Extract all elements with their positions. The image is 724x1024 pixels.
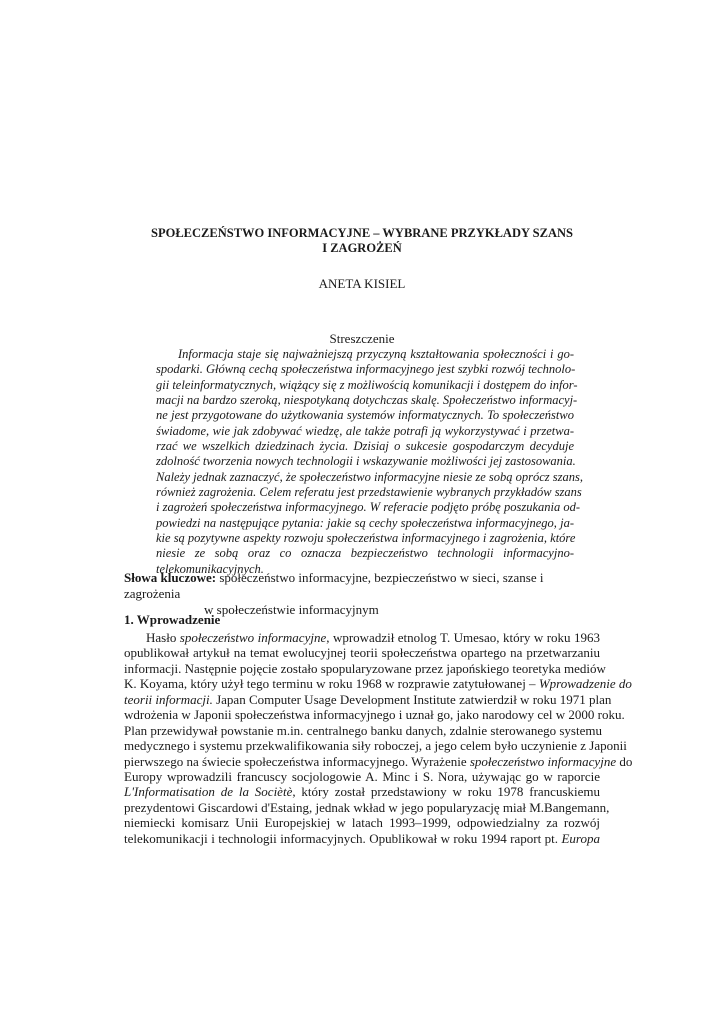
italic-run: Europa: [561, 830, 600, 846]
abstract-line: Informacja staje się najważniejszą przyczyną kształtowania społeczności i go-: [178, 347, 574, 361]
body-line: [124, 753, 633, 769]
text-run: K. Koyama, który użył tego terminu w roku 1968 w rozprawie zatytułowanej –: [124, 676, 539, 692]
body-line: [124, 831, 600, 846]
section-body: [124, 630, 633, 846]
abstract-line: świadome, wie jak zdobywać wiedzę, ale także potrafi ją wykorzystywać i przetwa-: [156, 423, 574, 438]
body-line: medycznego i systemu przekwalifikowania siły roboczej, a jego celem było uczynienie z Japonii: [124, 738, 627, 754]
keywords-line-2: w społeczeństwie informacyjnym: [204, 602, 379, 617]
abstract-line: telekomunikacyjnych.: [156, 561, 264, 576]
text-run: telekomunikacji i technologii informacyjnych. Opublikował w roku 1994 raport pt.: [124, 830, 562, 846]
keywords-block: [124, 570, 600, 618]
abstract-line: spodarki. Główną cechą społeczeństwa informacyjnego jest szybki rozwój technolo-: [156, 362, 576, 377]
text-run: pierwszego na świecie społeczeństwa informacyjnego. Wyrażenie: [124, 753, 470, 769]
abstract-line: kie są pozytywne aspekty rozwoju społeczeństwa informacyjnego i zagrożenia, które: [156, 531, 576, 546]
paper-title-line-1: SPOŁECZEŃSTWO INFORMACYJNE – WYBRANE PRZYKŁADY SZANS: [151, 226, 573, 240]
abstract-line: niesie ze sobą oraz co oznacza bezpieczeństwo technologii informacyjno-: [156, 546, 574, 561]
body-line: [124, 784, 600, 799]
italic-run: Wprowadzenie do: [538, 676, 632, 692]
italic-run: społeczeństwo informacyjne: [469, 753, 617, 769]
italic-run: L'Informatisation de la Sociètè: [124, 784, 293, 800]
keywords-line-1: społeczeństwo informacyjne, bezpieczeństwo w sieci, szanse i zagrożenia: [124, 570, 544, 601]
keywords-label: Słowa kluczowe:: [124, 570, 217, 585]
abstract-line: gii teleinformatycznych, wiążący się z możliwością komunikacji i dostępem do infor-: [156, 377, 578, 392]
body-line: opublikował artykuł na temat ewolucyjnej teorii społeczeństwa opartego na przetwarzaniu: [124, 645, 600, 661]
abstract-line: macji na bardzo szeroką, niespotykaną dotychczas skalę. Społeczeństwo informacyj-: [156, 393, 578, 408]
abstract-body: [156, 347, 584, 577]
italic-run: teorii informacji.: [124, 691, 213, 707]
abstract-line: i zagrożeń społeczeństwa informacyjnego. W referacie podjęto próbę poszukania od-: [156, 500, 581, 515]
body-line: wdrożenia w Japonii społeczeństwa informacyjnego i uznał go, jako narodowy cel w 2000 roku.: [124, 707, 625, 723]
author-name: ANETA KISIEL: [318, 276, 406, 291]
body-line: prezydentowi Giscardowi d'Estaing, jednak wkład w jego popularyzację miał M.Bangemann,: [124, 799, 610, 815]
body-line: [124, 691, 612, 707]
paper-title-line-2: I ZAGROŻEŃ: [322, 241, 402, 255]
abstract-line: powiedzi na następujące pytania: jakie są cechy społeczeństwa informacyjnego, ja-: [156, 515, 574, 530]
abstract-line: również zagrożenia. Celem referatu jest przedstawienie wybranych przykładów szans: [156, 485, 582, 500]
text-run: , wprowadził etnolog T. Umesao, który w roku 1963: [326, 630, 600, 645]
body-line: Europy wprowadzili francuscy socjologowie A. Minc i S. Nora, używając go w raporcie: [124, 768, 600, 784]
text-run: Japan Computer Usage Development Institute zatwierdził w roku 1971 plan: [212, 691, 612, 707]
body-line: [124, 676, 632, 692]
italic-run: społeczeństwo informacyjne: [179, 630, 327, 645]
body-line: niemiecki komisarz Unii Europejskiej w latach 1993–1999, odpowiedzialny za rozwój: [124, 815, 600, 831]
section-heading: 1. Wprowadzenie: [124, 612, 221, 627]
abstract-line: zdolność tworzenia nowych technologii i wskazywanie możliwości jej zastosowania.: [156, 454, 576, 469]
paper-title: [124, 226, 600, 256]
text-run: Hasło: [146, 630, 180, 645]
text-run: , który został przedstawiony w roku 1978 francuskiemu: [292, 784, 600, 800]
body-line: informacji. Następnie pojęcie zostało spopularyzowane przez japońskiego teoretyka mediów: [124, 660, 606, 676]
abstract-heading: Streszczenie: [329, 331, 395, 346]
abstract-line: Należy jednak zaznaczyć, że społeczeństwo informacyjne niesie ze sobą oprócz szans,: [156, 469, 584, 484]
body-line: Plan przewidywał powstanie m.in. centralnego banku danych, zdalnie sterowanego systemu: [124, 722, 602, 738]
abstract-line: ne jest przygotowane do użytkowania systemów informatycznych. To społeczeństwo: [156, 408, 574, 423]
body-line: [124, 630, 600, 645]
abstract-line: rzać we wszelkich dziedzinach życia. Dzisiaj o sukcesie gospodarczym decyduje: [156, 439, 574, 454]
text-run: do: [616, 753, 633, 769]
